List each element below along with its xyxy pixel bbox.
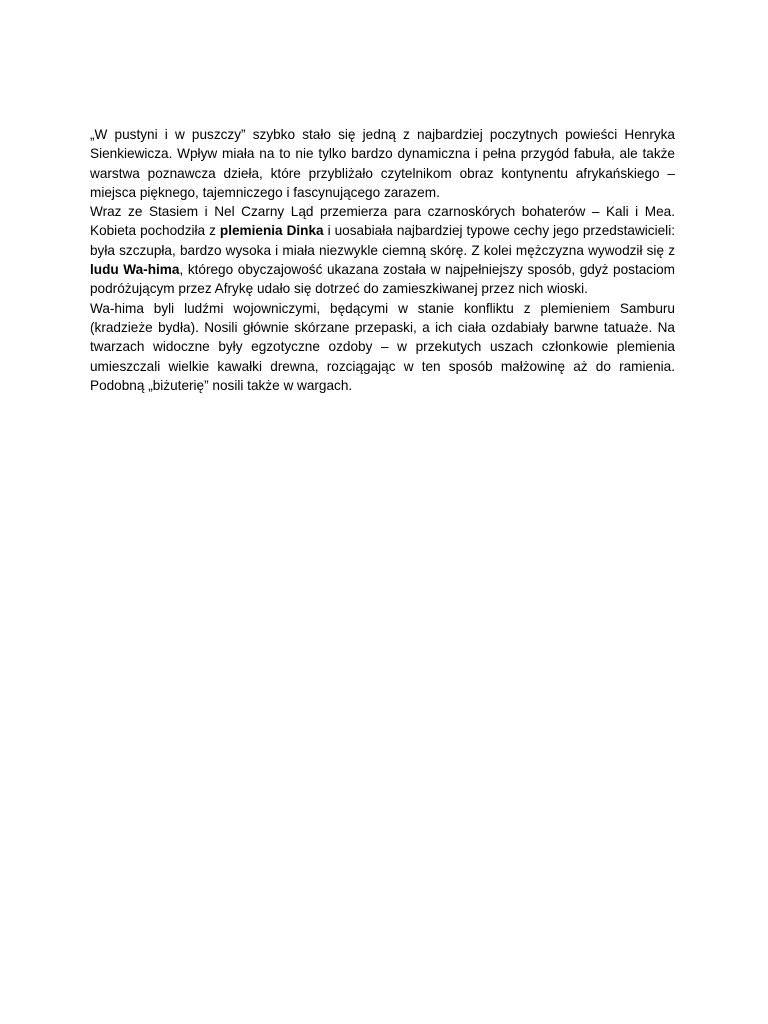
paragraph-3: [90, 299, 675, 395]
bold-term-plemienia-dinka: plemienia Dinka: [219, 223, 324, 239]
bold-term-ludu-wa-hima: ludu Wa-hima: [90, 262, 180, 278]
paragraph-2: [90, 202, 675, 298]
paragraph-2-text-c: , którego obyczajowość ukazana została w najpełniejszy sposób, gdyż postaciom podróżującym przez Afrykę udało się dotrzeć do zamieszkiwanej przez nich wioski.: [90, 262, 675, 297]
paragraph-2-text-a: Wraz ze Stasiem i Nel Czarny Ląd przemierza para czarnoskórych bohaterów – Kali i Mea. Kobieta pochodziła z: [90, 204, 675, 239]
document-body: [90, 125, 675, 395]
paragraph-1-text: „W pustyni i w puszczy” szybko stało się jedną z najbardziej poczytnych powieści Henryka Sienkiewicza. Wpływ miała na to nie tylko bardzo dynamiczna i pełna przygód fabuła, ale także warstwa poznawcza dzieła, które przybliżało czytelnikom obraz kontynentu afrykańskiego – miejsca pięknego, tajemniczego i fascynującego zarazem.: [90, 127, 675, 200]
paragraph-3-text: Wa-hima byli ludźmi wojowniczymi, będącymi w stanie konfliktu z plemieniem Samburu (kradzieże bydła). Nosili głównie skórzane przepaski, a ich ciała ozdabiały barwne tatuaże. Na twarzach widoczne były egzotyczne ozdoby – w przekutych uszach członkowie plemienia umieszczali wielkie kawałki drewna, rozciągając w ten sposób małżowinę aż do ramienia. Podobną „biżuterię” nosili także w wargach.: [90, 300, 675, 393]
paragraph-1: [90, 125, 675, 202]
paragraph-2-text-b: i uosabiała najbardziej typowe cechy jego przedstawicieli: była szczupła, bardzo wysoka i miała niezwykle ciemną skórę. Z kolei mężczyzna wywodził się z: [90, 223, 675, 258]
